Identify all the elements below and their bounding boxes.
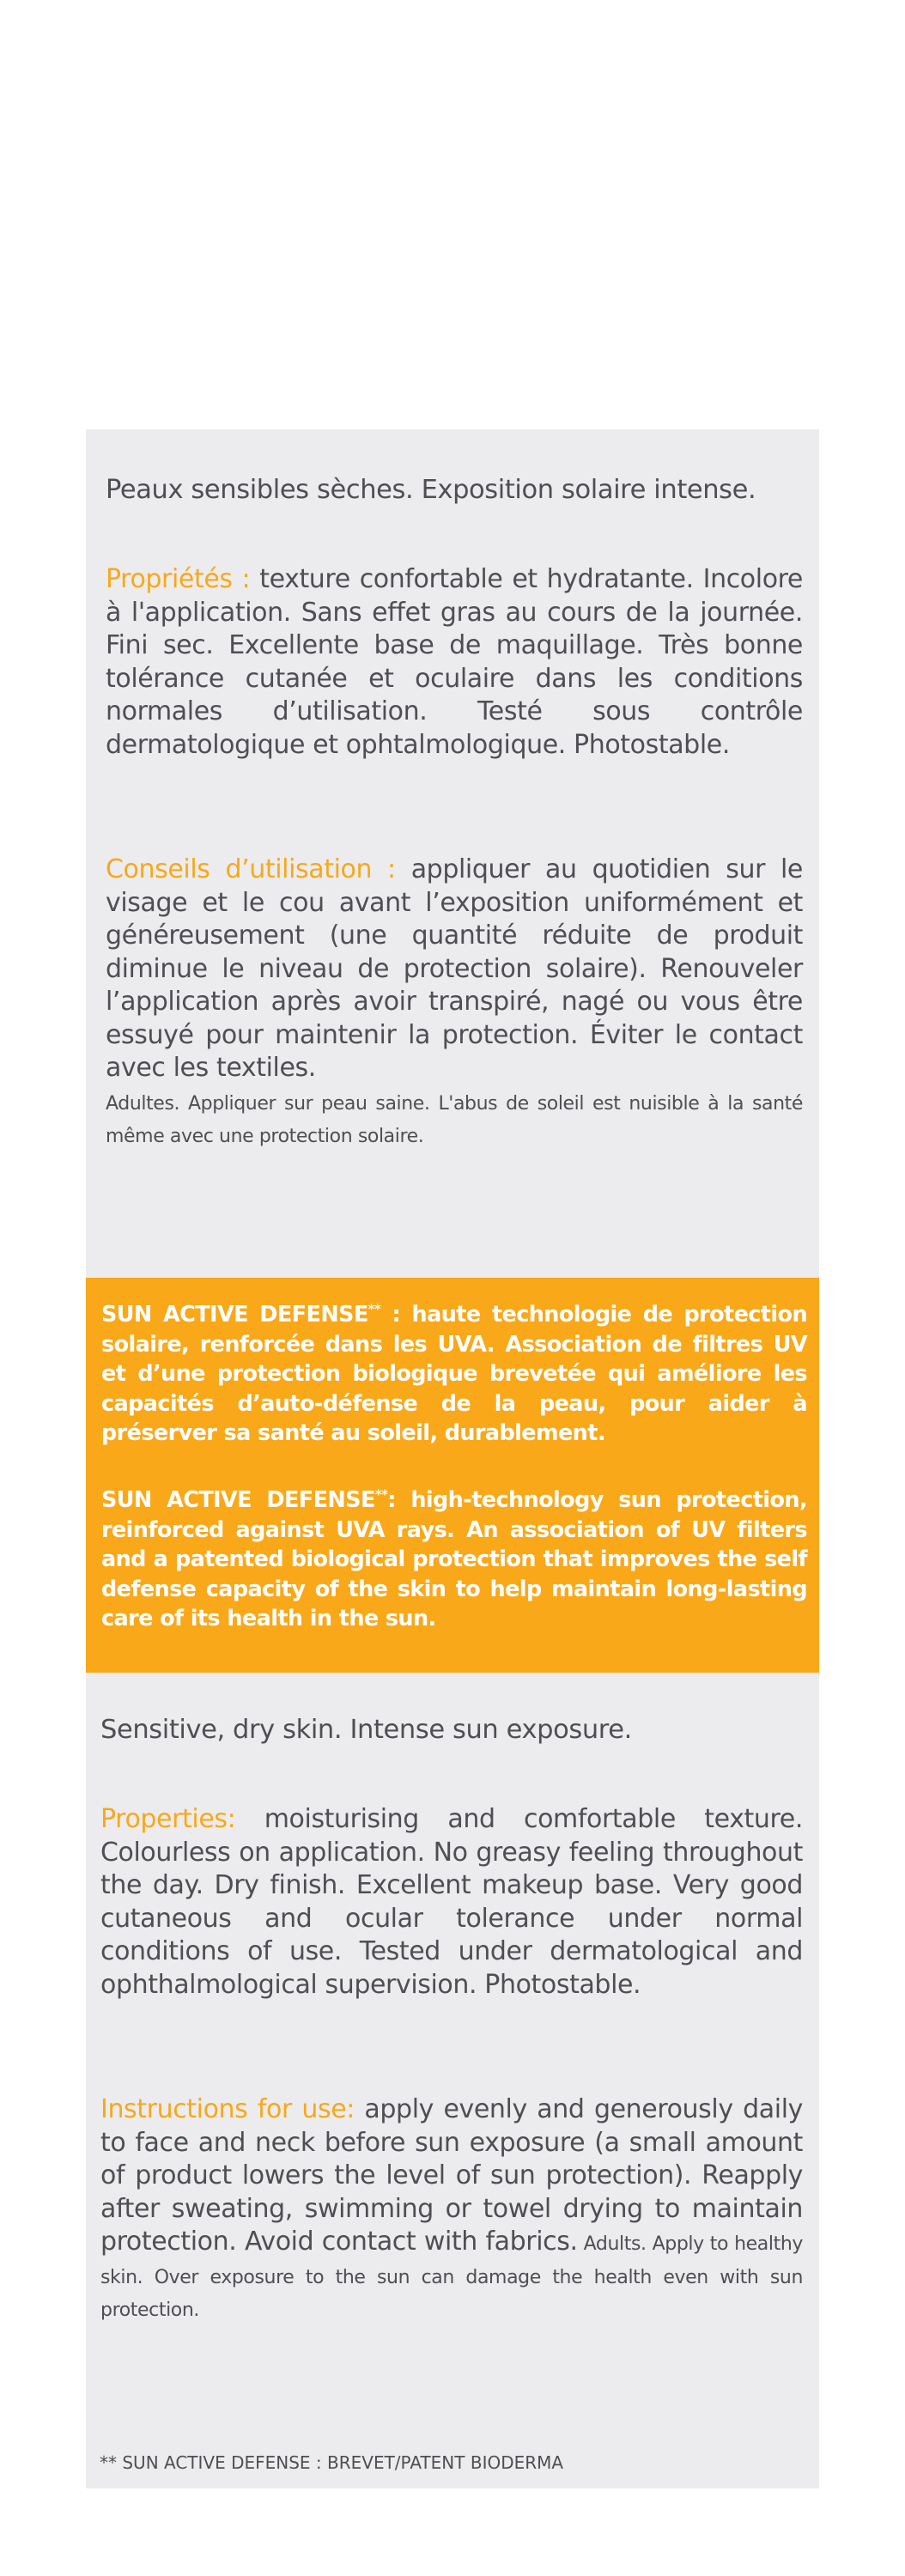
fr-usage-label: Conseils d’utilisation : xyxy=(106,854,396,884)
sun-active-defense-band xyxy=(86,1278,819,1673)
en-properties-label: Properties: xyxy=(100,1804,236,1834)
band-fr-paragraph xyxy=(101,1300,807,1449)
fr-usage-small: Adultes. Appliquer sur peau saine. L'abus de soleil est nuisible à la santé même avec une protection solaire. xyxy=(106,1092,803,1147)
band-en-paragraph xyxy=(101,1485,807,1634)
band-en-mark: ** xyxy=(374,1486,388,1503)
fr-properties-text: texture confortable et hydratante. Incolore à l'application. Sans effet gras au cours de la journée. Fini sec. Excellente base de maquillage. Très bonne tolérance cutanée et oculaire dans les conditions normales d’utilisation. Testé sous contrôle dermatologique et ophtalmologique. Photostable. xyxy=(106,564,803,760)
en-usage-text: apply evenly and generously daily to face and neck before sun exposure (a small amount of product lowers the level of sun protection). Reapply after sweating, swimming or towel drying to maintain protection. Avoid contact with fabrics. xyxy=(100,2094,803,2257)
en-usage-small: Adults. Apply to healthy skin. Over exposure to the sun can damage the health even with sun protection. xyxy=(100,2233,803,2321)
en-intro-text: Sensitive, dry skin. Intense sun exposure. xyxy=(100,1715,632,1745)
en-usage-label: Instructions for use: xyxy=(100,2094,355,2124)
en-properties-text: moisturising and comfortable texture. Colourless on application. No greasy feeling throughout the day. Dry finish. Excellent makeup base. Very good cutaneous and ocular tolerance under normal conditions of use. Tested under dermatological and ophthalmological supervision. Photostable. xyxy=(100,1804,803,2000)
band-en-text: : high-technology sun protection, reinforced against UVA rays. An association of UV filters and a patented biological protection that improves the self defense capacity of the skin to help maintain long-lasting care of its health in the sun. xyxy=(101,1487,808,1631)
band-fr-brand: SUN ACTIVE DEFENSE xyxy=(101,1302,368,1327)
band-fr-text: : haute technologie de protection solaire, renforcée dans les UVA. Association de filtres UV et d’une protection biologique brevetée qui améliore les capacités d’auto-défense de la peau, pour aider à préserver sa santé au soleil, durablement. xyxy=(101,1302,808,1446)
fr-properties-label: Propriétés : xyxy=(106,564,251,594)
patent-footnote: ** SUN ACTIVE DEFENSE : BREVET/PATENT BIODERMA xyxy=(100,2452,564,2473)
en-properties xyxy=(100,1803,803,2002)
band-en-brand: SUN ACTIVE DEFENSE xyxy=(101,1487,375,1513)
fr-intro xyxy=(106,474,803,507)
en-usage xyxy=(100,2093,803,2325)
fr-usage-text: appliquer au quotidien sur le visage et le cou avant l’exposition uniformément et généreusement (une quantité réduite de produit diminue le niveau de protection solaire). Renouveler l’application après avoir transpiré, nagé ou vous être essuyé pour maintenir la protection. Éviter le contact avec les textiles. xyxy=(106,854,803,1083)
fr-intro-text: Peaux sensibles sèches. Exposition solaire intense. xyxy=(106,475,756,505)
product-label-panel xyxy=(86,429,819,2488)
fr-properties xyxy=(106,563,803,762)
en-intro xyxy=(100,1714,798,1747)
band-fr-mark: ** xyxy=(367,1301,381,1317)
fr-usage xyxy=(106,854,803,1151)
